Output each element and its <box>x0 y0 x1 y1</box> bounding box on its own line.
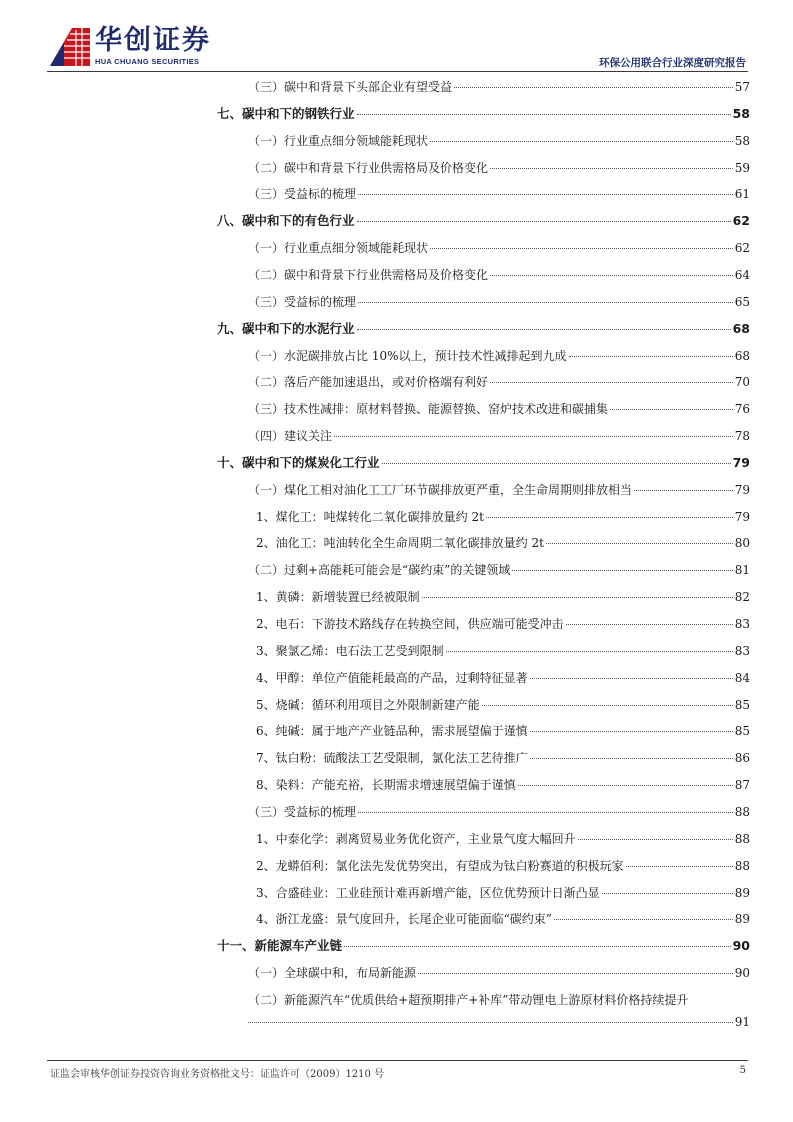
toc-entry[interactable] <box>248 804 750 820</box>
toc-entry-text: 7、钛白粉：硫酸法工艺受限制，氯化法工艺待推广 <box>256 751 528 766</box>
toc-entry-text: 1、煤化工：吨煤转化二氧化碳排放量约 2t <box>256 509 484 524</box>
toc-entry-text: （三）技术性减排：原材料替换、能源替换、窑炉技术改进和碳捕集 <box>248 402 609 417</box>
toc-entry-page: 57 <box>734 80 750 94</box>
toc-entry-page: 68 <box>734 348 750 363</box>
toc-entry[interactable] <box>248 240 750 256</box>
toc-entry-page: 88 <box>734 831 750 846</box>
toc-leader-dots <box>546 543 733 544</box>
toc-entry-page: 78 <box>734 429 750 444</box>
toc-entry[interactable] <box>248 562 750 578</box>
toc-entry[interactable] <box>248 186 750 202</box>
toc-entry-text: 十、碳中和下的煤炭化工行业 <box>217 454 380 470</box>
toc-entry-page: 83 <box>734 617 750 631</box>
toc-entry-page: 79 <box>734 509 750 524</box>
toc-leader-dots <box>602 893 733 894</box>
toc-entry[interactable] <box>256 911 750 927</box>
toc-entry[interactable] <box>256 723 750 739</box>
toc-entry-text: 2、油化工：吨油转化全生命周期二氧化碳排放量约 2t <box>256 536 544 551</box>
toc-entry[interactable] <box>256 509 750 525</box>
toc-entry-page: 85 <box>734 724 750 739</box>
brand-name-en: HUA CHUANG SECURITIES <box>95 57 200 66</box>
toc-entry-page: 83 <box>734 643 750 658</box>
toc-entry[interactable] <box>256 643 750 659</box>
toc-entry-page: 88 <box>734 858 750 873</box>
toc-entry-text: （三）受益标的梳理 <box>248 294 357 309</box>
toc-entry-text: 九、碳中和下的水泥行业 <box>217 320 355 336</box>
toc-entry-text: （一）行业重点细分领域能耗现状 <box>248 241 429 256</box>
page-number: 5 <box>739 1065 746 1076</box>
toc-leader-dots <box>530 678 733 679</box>
toc-entry-text: （二）新能源汽车“优质供给+超预期排产+补库”带动锂电上游原材料价格持续提升 <box>248 992 689 1007</box>
toc-entry-text: （三）受益标的梳理 <box>248 187 357 202</box>
toc-entry-page: 64 <box>734 267 750 282</box>
brand-name-cn: 华创证券 <box>95 25 211 56</box>
footer-divider <box>47 1060 748 1061</box>
toc-leader-dots <box>358 194 733 195</box>
toc-entry-page: 76 <box>734 402 750 417</box>
page-header <box>0 0 793 72</box>
toc-entry-page: 79 <box>732 454 750 470</box>
toc-entry-text: （二）过剩+高能耗可能会是“碳约束”的关键领域 <box>248 563 511 578</box>
toc-entry-page: 58 <box>732 105 750 121</box>
toc-leader-dots <box>569 356 733 357</box>
toc-leader-dots <box>430 141 733 142</box>
toc-entry-text: 8、染料：产能充裕，长期需求增速展望偏于谨慎 <box>256 778 516 793</box>
toc-entry-page: 89 <box>734 912 750 927</box>
header-divider <box>47 71 748 72</box>
toc-entry[interactable] <box>248 267 750 283</box>
toc-entry[interactable] <box>217 213 750 229</box>
toc-entry-text: 6、纯碱：属于地产产业链品种，需求展望偏于谨慎 <box>256 724 528 739</box>
toc-entry-page: 70 <box>734 375 750 390</box>
toc-entry[interactable] <box>256 616 750 632</box>
toc-entry-page: 79 <box>734 482 750 497</box>
toc-entry-page: 84 <box>734 670 750 685</box>
toc-leader-dots <box>454 87 733 88</box>
toc-leader-dots <box>578 839 733 840</box>
toc-leader-dots <box>490 382 733 383</box>
toc-entry[interactable] <box>256 589 750 605</box>
toc-entry-text: （一）煤化工相对油化工工厂环节碳排放更严重，全生命周期则排放相当 <box>248 482 633 497</box>
toc-entry-text: 十一、新能源车产业链 <box>217 938 343 954</box>
toc-entry[interactable] <box>248 965 750 981</box>
toc-entry-wrapped-line2[interactable] <box>248 1014 750 1030</box>
toc-leader-dots <box>334 436 733 437</box>
toc-entry-text: （二）碳中和背景下行业供需格局及价格变化 <box>248 267 489 282</box>
footer-disclaimer: 证监会审核华创证券投资咨询业务资格批文号：证监许可（2009）1210 号 <box>50 1069 385 1080</box>
toc-entry-page: 87 <box>734 778 750 793</box>
toc-entry-page: 81 <box>734 563 750 578</box>
toc-entry-text: 八、碳中和下的有色行业 <box>217 213 355 229</box>
toc-entry-text: 4、甲醇：单位产值能耗最高的产品，过剩特征显著 <box>256 670 528 685</box>
toc-leader-dots <box>530 731 733 732</box>
toc-entry-text: 4、浙江龙盛：景气度回升，长尾企业可能面临“碳约束” <box>256 912 552 927</box>
toc-leader-dots <box>357 329 731 330</box>
toc-entry[interactable] <box>256 535 750 551</box>
toc-entry-page: 62 <box>732 213 750 229</box>
toc-entry[interactable] <box>256 885 750 901</box>
toc-entry-text: （三）受益标的梳理 <box>248 804 357 819</box>
toc-entry-text: 5、烧碱：循环利用项目之外限制新建产能 <box>256 697 480 712</box>
toc-entry-wrapped-line1[interactable] <box>248 992 750 1008</box>
toc-entry[interactable] <box>248 294 750 310</box>
toc-leader-dots <box>430 248 733 249</box>
toc-entry-text: 1、中泰化学：剥离贸易业务优化资产，主业景气度大幅回升 <box>256 831 576 846</box>
toc-entry-page: 62 <box>734 241 750 256</box>
toc-entry-page: 86 <box>734 751 750 766</box>
toc-entry[interactable] <box>256 831 750 847</box>
report-title: 环保公用联合行业深度研究报告 <box>599 57 746 69</box>
toc-leader-dots <box>554 919 733 920</box>
toc-entry-text: （二）碳中和背景下行业供需格局及价格变化 <box>248 160 489 175</box>
toc-leader-dots <box>358 812 733 813</box>
toc-entry-page: 91 <box>734 1014 750 1029</box>
toc-leader-dots <box>357 221 731 222</box>
toc-entry[interactable] <box>248 374 750 390</box>
toc-leader-dots <box>422 597 733 598</box>
toc-leader-dots <box>610 409 733 410</box>
toc-entry[interactable] <box>217 106 750 122</box>
toc-leader-dots <box>482 705 733 706</box>
toc-entry[interactable] <box>256 858 750 874</box>
toc-entry-page: 85 <box>734 697 750 712</box>
toc-entry[interactable] <box>217 455 750 471</box>
toc-leader-dots <box>490 168 733 169</box>
toc-entry[interactable] <box>248 79 750 95</box>
toc-entry-text: 1、黄磷：新增装置已经被限制 <box>256 590 420 605</box>
toc-leader-dots <box>512 570 732 571</box>
toc-entry-text: （一）行业重点细分领域能耗现状 <box>248 133 429 148</box>
toc-entry[interactable] <box>217 938 750 954</box>
toc-entry-text: 2、龙蟒佰利：氯化法先发优势突出，有望成为钛白粉赛道的积极玩家 <box>256 858 624 873</box>
toc-entry-text: 七、碳中和下的钢铁行业 <box>217 105 355 121</box>
toc-leader-dots <box>446 651 733 652</box>
toc-entry[interactable] <box>217 321 750 337</box>
toc-entry[interactable] <box>248 401 750 417</box>
toc-entry[interactable] <box>256 697 750 713</box>
toc-entry-page: 88 <box>734 804 750 819</box>
toc-entry-text: 2、电石：下游技术路线存在转换空间，供应端可能受冲击 <box>256 617 564 631</box>
toc-entry-page: 89 <box>734 885 750 900</box>
toc-leader-dots <box>518 785 733 786</box>
toc-entry[interactable] <box>256 777 750 793</box>
toc-leader-dots <box>248 1022 733 1023</box>
toc-entry[interactable] <box>248 133 750 149</box>
toc-entry-text: （三）碳中和背景下头部企业有望受益 <box>248 80 453 94</box>
toc-entry-text: （二）落后产能加速退出，或对价格端有利好 <box>248 375 489 390</box>
toc-leader-dots <box>486 517 733 518</box>
toc-entry-page: 68 <box>732 320 750 336</box>
toc-entry[interactable] <box>256 670 750 686</box>
toc-entry[interactable] <box>248 348 750 364</box>
toc-entry-page: 80 <box>734 536 750 551</box>
toc-leader-dots <box>634 490 733 491</box>
toc-entry-text: （一）全球碳中和，布局新能源 <box>248 966 417 981</box>
toc-entry-page: 65 <box>734 294 750 309</box>
toc-leader-dots <box>490 275 733 276</box>
toc-leader-dots <box>530 758 733 759</box>
toc-entry-page: 82 <box>734 590 750 605</box>
toc-entry[interactable] <box>248 160 750 176</box>
toc-entry-text: 3、聚氯乙烯：电石法工艺受到限制 <box>256 643 444 658</box>
toc-leader-dots <box>566 624 733 625</box>
toc-entry-page: 61 <box>734 187 750 202</box>
toc-leader-dots <box>382 463 731 464</box>
toc-entry-page: 90 <box>732 938 750 954</box>
toc-entry-page: 59 <box>734 160 750 175</box>
toc-leader-dots <box>418 973 733 974</box>
toc-entry-page: 58 <box>734 133 750 148</box>
toc-entry-text: （四）建议关注 <box>248 429 333 444</box>
toc-leader-dots <box>626 866 733 867</box>
toc-entry-text: （一）水泥碳排放占比 10%以上，预计技术性减排起到九成 <box>248 348 567 363</box>
toc-entry[interactable] <box>256 750 750 766</box>
toc-leader-dots <box>344 946 731 947</box>
toc-leader-dots <box>357 114 731 115</box>
toc-entry[interactable] <box>248 482 750 498</box>
toc-leader-dots <box>358 302 733 303</box>
huachuang-logo-icon <box>50 28 90 66</box>
toc-entry-page: 90 <box>734 966 750 981</box>
toc-entry[interactable] <box>248 428 750 444</box>
toc-entry-text: 3、合盛硅业：工业硅预计难再新增产能，区位优势预计日渐凸显 <box>256 885 600 900</box>
